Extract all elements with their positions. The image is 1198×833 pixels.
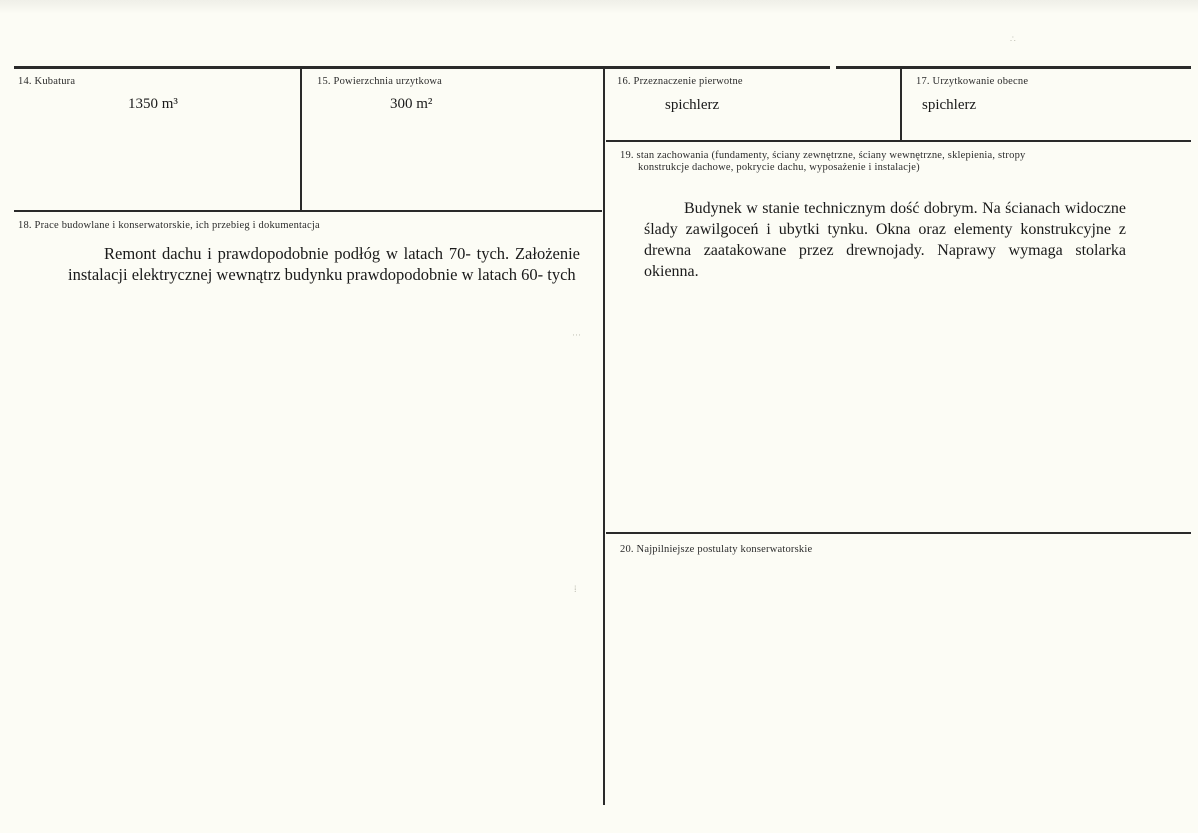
rule-above-20 bbox=[606, 532, 1191, 534]
scan-mark: ∴ bbox=[1010, 34, 1016, 44]
field-15-value: 300 m² bbox=[390, 96, 433, 112]
scan-mark: ⁞ bbox=[574, 584, 577, 594]
field-20-label: 20. Najpilniejsze postulaty konserwatorskie bbox=[620, 544, 813, 555]
vrule-16-17 bbox=[900, 68, 902, 141]
field-17-value: spichlerz bbox=[922, 97, 977, 113]
field-19-label-line2: konstrukcje dachowe, pokrycie dachu, wyposażenie i instalacje) bbox=[638, 162, 920, 173]
field-15-label: 15. Powierzchnia urzytkowa bbox=[317, 76, 443, 87]
field-19-text: Budynek w stanie technicznym dość dobrym. Na ścianach widoczne ślady zawilgoceń i ubytki tynku. Okna oraz elementy konstrukcyjne z drewna zaatakowane przez drewnojady. Naprawy wymaga stolarka okienna. bbox=[644, 200, 1126, 280]
field-18-label: 18. Prace budowlane i konserwatorskie, ich przebieg i dokumentacja bbox=[18, 220, 320, 231]
field-14-label: 14. Kubatura bbox=[18, 76, 76, 87]
rule-under-14-15 bbox=[14, 210, 602, 212]
top-rule-right bbox=[836, 66, 1191, 69]
field-16-value: spichlerz bbox=[665, 97, 720, 113]
scan-edge bbox=[0, 0, 1198, 14]
field-18-text: Remont dachu i prawdopodobnie podłóg w latach 70- tych. Założenie instalacji elektrycznej wewnątrz budynku prawdopodobnie w latach 60- tych bbox=[68, 244, 580, 284]
scan-mark: ··· bbox=[572, 330, 581, 340]
vrule-center bbox=[603, 68, 605, 805]
vrule-14-15 bbox=[300, 68, 302, 211]
field-17-label: 17. Urzytkowanie obecne bbox=[916, 76, 1029, 87]
field-16-label: 16. Przeznaczenie pierwotne bbox=[617, 76, 743, 87]
field-14-value: 1350 m³ bbox=[128, 96, 178, 112]
top-rule-left bbox=[14, 66, 830, 69]
field-19-label-line1: 19. stan zachowania (fundamenty, ściany zewnętrzne, ściany wewnętrzne, sklepienia, stropy bbox=[620, 150, 1026, 161]
rule-under-16-17 bbox=[606, 140, 1191, 142]
